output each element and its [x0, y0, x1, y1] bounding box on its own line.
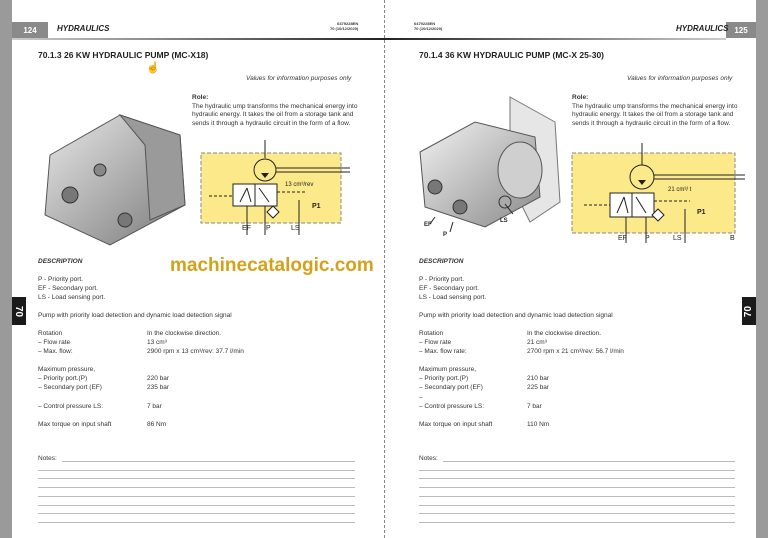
spec-label: – Priority port.(P) [419, 375, 469, 382]
spec-label: – Max. flow rate: [419, 348, 467, 355]
notes-label: Notes: [419, 455, 438, 462]
info-note: Values for information purposes only [246, 75, 352, 82]
spec-label: – Secondary port (EF) [38, 384, 102, 391]
watermark: machinecatalogic.com [170, 255, 374, 276]
spec-label: – [419, 394, 423, 401]
spec-value: 235 bar [147, 384, 170, 391]
page-number: 125 [726, 22, 756, 38]
port-desc: LS - Load sensing port. [419, 294, 487, 301]
page-edge-right [756, 0, 768, 538]
page-divider [384, 0, 385, 538]
info-note: Values for information purposes only [627, 75, 733, 82]
spec-value: 86 Nm [147, 421, 167, 428]
spec-label: – Max. flow: [38, 348, 73, 355]
image-label-ls: LS [500, 218, 508, 224]
doc-revision: 70 (10/12/2020) [414, 26, 443, 31]
port-desc: P - Priority port. [419, 276, 465, 283]
section-header: HYDRAULICS [676, 24, 729, 33]
spec-value: In the clockwise direction. [527, 330, 602, 337]
spec-value: 220 bar [147, 375, 170, 382]
notes-line [62, 461, 355, 462]
role-description [192, 94, 372, 128]
spec-value: 7 bar [147, 403, 162, 410]
spec-label: – Priority port.(P) [38, 375, 88, 382]
role-text: The hydraulic ump transforms the mechanical energy into hydraulic energy. It takes the oil from a storage tank and sends it through a hydraulic circuit in the form of a flow. [192, 102, 358, 127]
spec-value: 7 bar [527, 403, 542, 410]
circuit-label: P1 [697, 209, 706, 216]
spec-value: 13 cm³ [147, 339, 167, 346]
port-label-p: P [645, 235, 650, 242]
port-label-b: B [730, 235, 735, 242]
port-desc: EF - Secondary port. [38, 285, 98, 292]
doc-id: 6479228EN [337, 21, 359, 26]
doc-number [414, 21, 442, 31]
pump-image [30, 95, 190, 250]
page-number: 124 [12, 22, 48, 38]
notes-line [38, 522, 355, 523]
spec-label: Maximum pressure, [419, 366, 477, 373]
notes-line [38, 513, 355, 514]
hydraulic-diagram [195, 140, 355, 235]
pump-image [405, 92, 570, 232]
notes-line [419, 505, 735, 506]
page-edge-left [0, 0, 12, 538]
notes-label: Notes: [38, 455, 57, 462]
role-label: Role: [192, 94, 209, 101]
notes-line [38, 505, 355, 506]
chapter-tab [742, 297, 756, 325]
role-description [572, 94, 752, 128]
port-label-ls: LS [291, 225, 300, 232]
spec-label: Max torque on input shaft [419, 421, 493, 428]
doc-id: 6479228EN [414, 21, 436, 26]
section-title: 70.1.3 26 KW HYDRAULIC PUMP (MC-X18) [38, 50, 209, 60]
spec-value: In the clockwise direction. [147, 330, 222, 337]
spec-label: – Flow rate [419, 339, 452, 346]
hydraulic-diagram [570, 143, 745, 243]
section-header: HYDRAULICS [57, 24, 110, 33]
port-desc: EF - Secondary port. [419, 285, 479, 292]
notes-line [38, 487, 355, 488]
spec-label: – Control pressure LS: [419, 403, 485, 410]
description-heading: DESCRIPTION [38, 258, 83, 265]
spec-value: 2700 rpm x 21 cm³/rev: 56.7 l/min [527, 348, 624, 355]
spec-label: – Control pressure LS: [38, 403, 104, 410]
spec-label: Rotation [38, 330, 63, 337]
notes-line [419, 470, 735, 471]
spec-value: 110 Nm [527, 421, 550, 428]
notes-line [419, 478, 735, 479]
spec-label: – Flow rate [38, 339, 71, 346]
image-label-ef: EF [424, 222, 432, 228]
spec-label: – Secondary port (EF) [419, 384, 483, 391]
role-label: Role: [572, 94, 589, 101]
notes-line [419, 496, 735, 497]
notes-line [38, 470, 355, 471]
port-label-ls: LS [673, 235, 682, 242]
port-label-ef: EF [618, 235, 627, 242]
port-desc: LS - Load sensing port. [38, 294, 106, 301]
spec-value: 21 cm³ [527, 339, 547, 346]
notes-line [419, 487, 735, 488]
section-title: 70.1.4 36 KW HYDRAULIC PUMP (MC-X 25-30) [419, 50, 604, 60]
spec-value: 2900 rpm x 13 cm³/rev: 37.7 l/min [147, 348, 244, 355]
circuit-label: P1 [312, 203, 321, 210]
notes-line [38, 478, 355, 479]
notes-line [38, 496, 355, 497]
chapter-tab [12, 297, 26, 325]
spec-label: Maximum pressure, [38, 366, 96, 373]
image-label-p: P [443, 232, 448, 238]
pump-summary: Pump with priority load detection and dynamic load detection signal [419, 312, 613, 319]
port-label-p: P [266, 225, 271, 232]
port-label-ef: EF [242, 225, 251, 232]
role-text: The hydraulic ump transforms the mechanical energy into hydraulic energy. It takes the oil from a storage tank and sends it through a hydraulic circuit in the form of a flow. [572, 102, 738, 127]
header-rule [384, 38, 726, 40]
spec-value: 225 bar [527, 384, 550, 391]
hand-cursor-icon: ☝ [146, 62, 160, 74]
notes-line [419, 513, 735, 514]
spec-value: 210 bar [527, 375, 550, 382]
doc-revision: 70 (10/12/2020) [330, 26, 359, 31]
port-desc: P - Priority port. [38, 276, 84, 283]
chapter-tab-label: 70 [743, 305, 755, 317]
notes-line [443, 461, 735, 462]
displacement-label: 21 cm³/ t [668, 187, 692, 193]
chapter-tab-label: 70 [13, 305, 25, 317]
header-rule [12, 38, 384, 40]
notes-line [419, 522, 735, 523]
spec-label: Max torque on input shaft [38, 421, 112, 428]
displacement-label: 13 cm³/rev [285, 182, 314, 188]
doc-number [330, 21, 358, 31]
pump-summary: Pump with priority load detection and dynamic load detection signal [38, 312, 232, 319]
description-heading: DESCRIPTION [419, 258, 464, 265]
spec-label: Rotation [419, 330, 444, 337]
